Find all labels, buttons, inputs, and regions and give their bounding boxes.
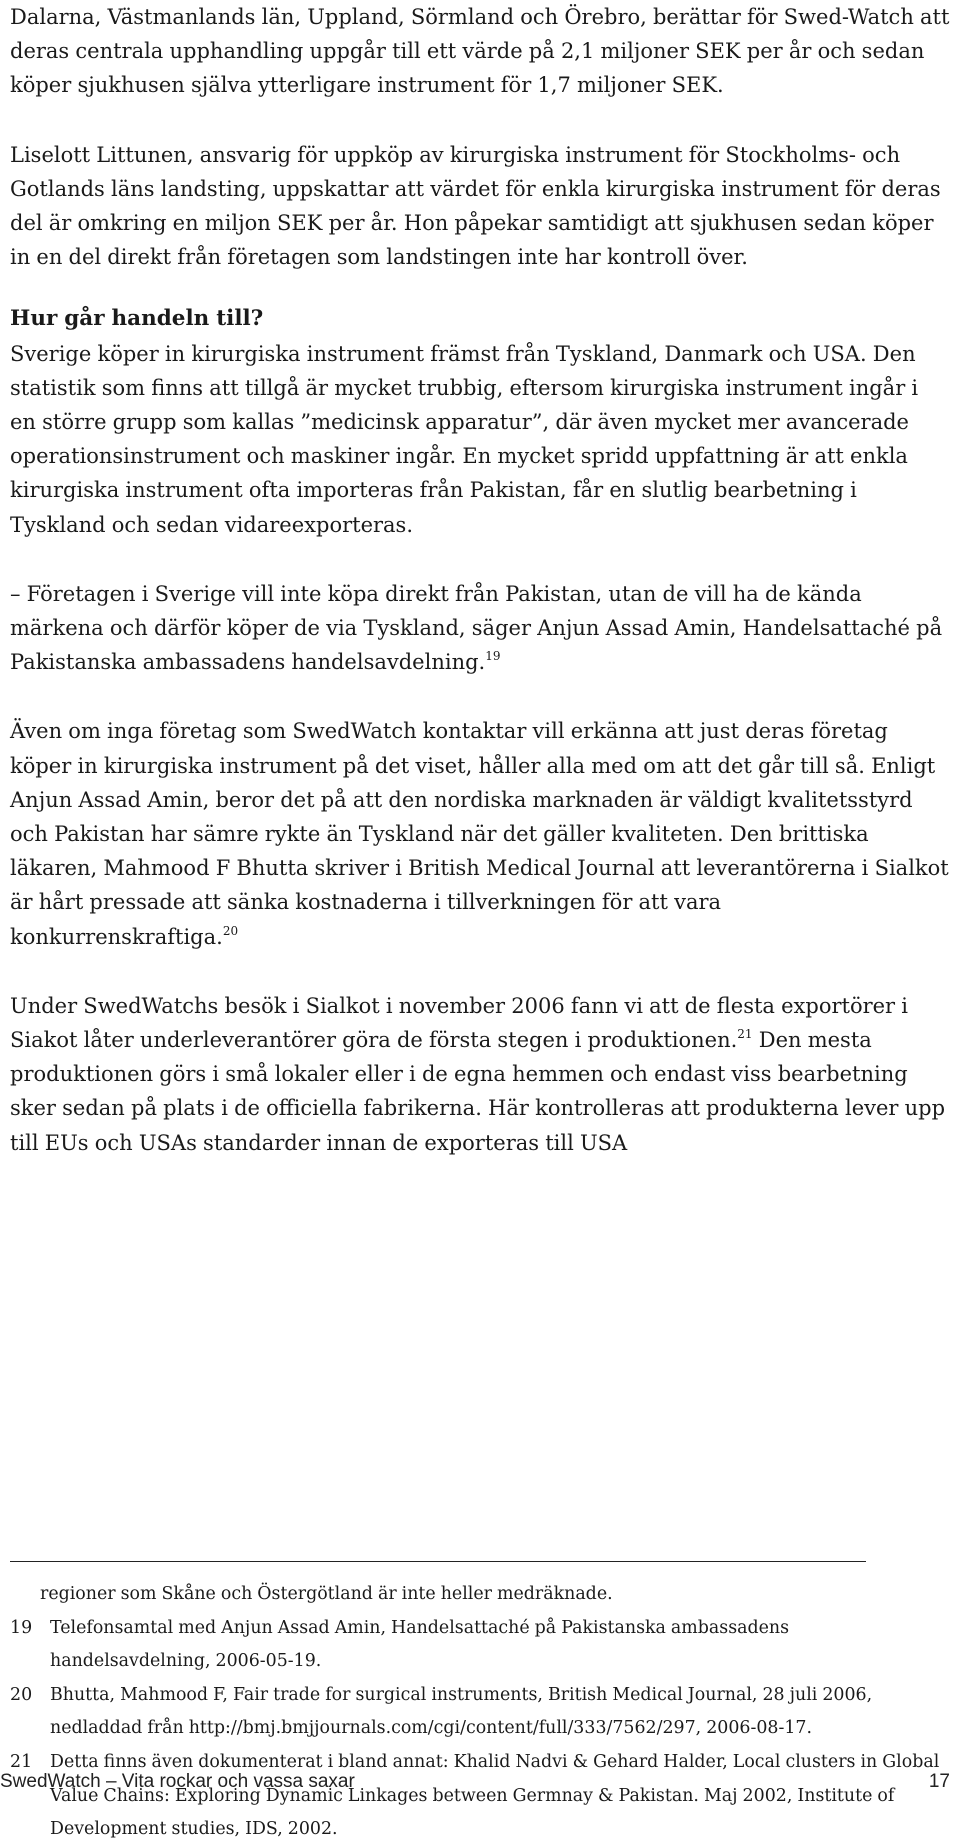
footnote-divider — [10, 1561, 866, 1562]
paragraph: Liselott Littunen, ansvarig för uppköp av kirurgiska instrument för Stockholms- och Gotlands läns landsting, uppskattar att värdet för enkla kirurgiska instrument för deras del är omkring en miljon SEK per år. Hon påpekar samtidigt att sjukhusen sedan köper in en del direkt från företagen som landstingen inte har kontroll över. — [10, 142, 941, 270]
paragraph-text: Under SwedWatchs besök i Sialkot i november 2006 fann vi att de flesta exportörer i Siakot låter underleverantörer göra de första stegen i produktionen. — [10, 993, 908, 1053]
paragraph — [10, 989, 950, 1160]
document-body — [10, 0, 950, 1160]
footnote-text: Bhutta, Mahmood F, Fair trade for surgical instruments, British Medical Journal, 28 juli 2006, nedladdad från http://bmj.bmjjournals.com/cgi/content/full/333/7562/297, 2006-08-17. — [50, 1684, 873, 1739]
paragraph-text: Den mesta produktionen görs i små lokaler eller i de egna hemmen och endast viss bearbetning sker sedan på plats i de officiella fabrikerna. Här kontrolleras att produkterna lever upp till EUs och USAs standarder innan de exporteras till USA — [10, 1028, 946, 1155]
footer-title: SwedWatch – Vita rockar och vassa saxar — [0, 1771, 355, 1792]
footnote-text: Detta finns även dokumenterat i bland annat: Khalid Nadvi & Gehard Halder, Local clusters in Global Value Chains: Exploring Dynamic Linkages between Germnay & Pakistan. Maj 2002, Institute of Development studies, IDS, 2002. — [50, 1751, 940, 1840]
paragraph-text: Även om inga företag som SwedWatch kontaktar vill erkänna att just deras företag köper in kirurgiska instrument på det viset, håller alla med om att det går till så. Enligt Anjun Assad Amin, beror det på att den nordiska marknaden är väldigt kvalitetsstyrd och Pakistan har sämre rykte än Tyskland när det gäller kvaliteten. Den brittiska läkaren, Mahmood F Bhutta skriver i British Medical Journal att leverantörerna i Sialkot är hårt pressade att sänka kostnaderna i tillverkningen för att vara konkurrenskraftiga. — [10, 719, 949, 949]
footnote-number: 19 — [10, 1617, 33, 1638]
footnote-number: 20 — [10, 1684, 33, 1705]
footnote-text: Telefonsamtal med Anjun Assad Amin, Handelsattaché på Pakistanska ambassadens handelsavdelning, 2006-05-19. — [50, 1617, 790, 1672]
footnote-ref: 19 — [485, 649, 501, 664]
footnote-continuation: regioner som Skåne och Östergötland är inte heller medräknade. — [40, 1584, 613, 1604]
footnote-number: 21 — [10, 1751, 33, 1772]
paragraph — [10, 714, 950, 953]
page-footer — [0, 1765, 950, 1799]
paragraph: Dalarna, Västmanlands län, Uppland, Sörmland och Örebro, berättar för Swed-Watch att deras centrala upphandling uppgår till ett värde på 2,1 miljoner SEK per år och sedan köper sjukhusen själva ytterligare instrument för 1,7 miljoner SEK. — [10, 5, 950, 98]
footnote-20 — [10, 1679, 950, 1746]
section-heading: Hur går handeln till? — [10, 306, 264, 332]
footnotes — [10, 1578, 950, 1847]
quote-paragraph — [10, 577, 950, 680]
footnote-ref: 21 — [737, 1027, 753, 1042]
footnote-ref: 20 — [222, 923, 239, 938]
paragraph-text: – Företagen i Sverige vill inte köpa direkt från Pakistan, utan de vill ha de kända märkena och därför köper de via Tyskland, säger Anjun Assad Amin, Handelsattaché på Pakistanska ambassadens handelsavdelning. — [10, 581, 943, 675]
paragraph: Sverige köper in kirurgiska instrument främst från Tyskland, Danmark och USA. Den statistik som finns att tillgå är mycket trubbig, eftersom kirurgiska instrument ingår i en större grupp som kallas ”medicinsk apparatur”, där även mycket mer avancerade operationsinstrument och maskiner ingår. En mycket spridd uppfattning är att enkla kirurgiska instrument ofta importeras från Pakistan, får en slutlig bearbetning i Tyskland och sedan vidareexporteras. — [10, 341, 919, 537]
footnote-19 — [10, 1612, 950, 1679]
page-number: 17 — [928, 1771, 950, 1792]
